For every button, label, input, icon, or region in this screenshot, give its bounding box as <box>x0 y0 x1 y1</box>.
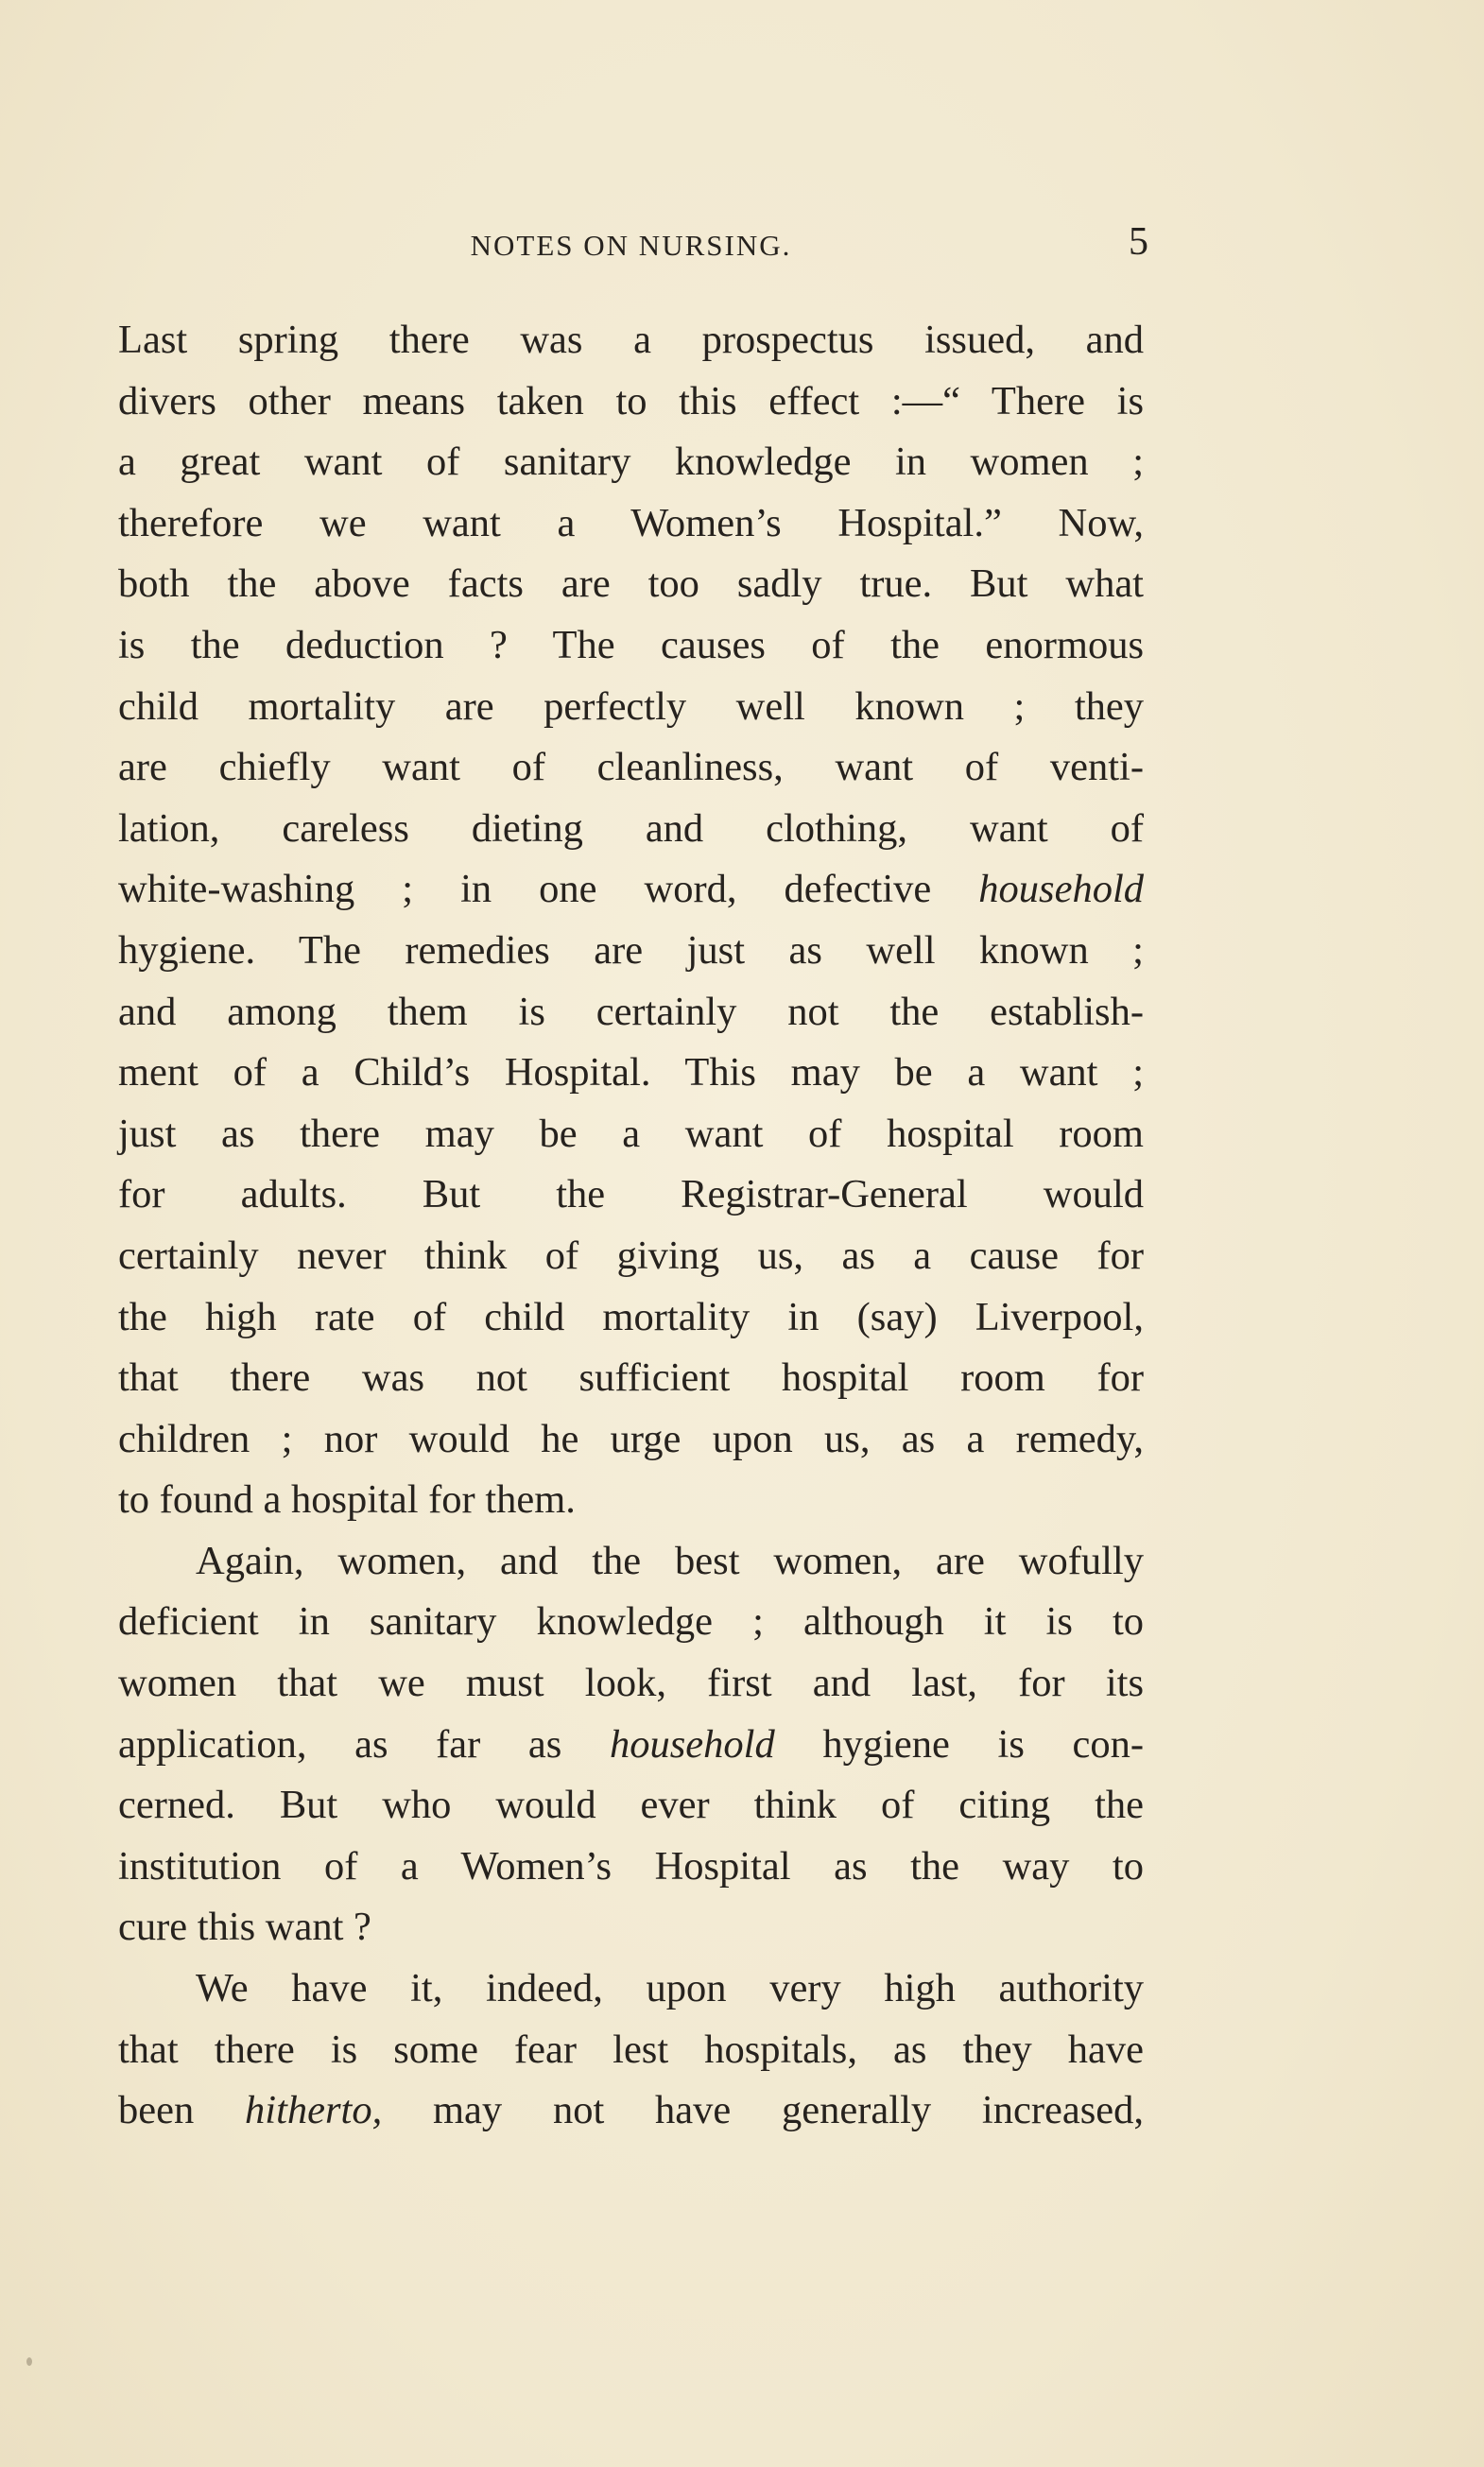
text-line <box>118 859 1144 921</box>
italic-word: household <box>978 867 1145 912</box>
paragraph-3 <box>118 1958 1144 2142</box>
text-line: is the deduction ? The causes of the enormous <box>118 622 1144 667</box>
paragraph-1 <box>118 310 1144 1531</box>
text-line: both the above facts are too sadly true. But what <box>118 561 1144 607</box>
paragraph-2 <box>118 1531 1144 1958</box>
text-line: divers other means taken to this effect :—“ There is <box>118 378 1144 423</box>
text-line: women that we must look, first and last, for its <box>118 1661 1144 1706</box>
text-line <box>118 2080 1144 2142</box>
text-segment: may not have generally increased, <box>433 2088 1144 2133</box>
text-line: children ; nor would he urge upon us, as a remedy, <box>118 1416 1144 1461</box>
text-line: that there was not sufficient hospital room for <box>118 1355 1144 1401</box>
text-segment: hygiene is con- <box>822 1721 1145 1767</box>
text-line: the high rate of child mortality in (say) Liverpool, <box>118 1294 1144 1339</box>
text-line: are chiefly want of cleanliness, want of venti- <box>118 745 1144 790</box>
text-line: cerned. But who would ever think of citing the <box>118 1783 1144 1828</box>
text-line: hygiene. The remedies are just as well known ; <box>118 927 1144 973</box>
text-line: therefore we want a Women’s Hospital.” Now, <box>118 500 1144 545</box>
italic-word: hitherto, <box>245 2088 383 2133</box>
page-body <box>118 310 1144 2142</box>
text-line: ment of a Child’s Hospital. This may be a want ; <box>118 1050 1144 1095</box>
text-segment: white-washing ; in one word, defective <box>118 867 932 912</box>
text-line: lation, careless dieting and clothing, want of <box>118 805 1144 851</box>
text-line: cure this want ? <box>118 1905 371 1950</box>
text-line: that there is some fear lest hospitals, as they have <box>118 2027 1144 2072</box>
text-line <box>118 1715 1144 1776</box>
text-line: just as there may be a want of hospital room <box>118 1111 1144 1156</box>
page-number: 5 <box>1129 220 1148 264</box>
page-header <box>118 219 1148 276</box>
paper-speck <box>26 2357 32 2366</box>
text-line: Again, women, and the best women, are wofully <box>196 1538 1144 1583</box>
italic-word: household <box>609 1721 775 1767</box>
text-line: deficient in sanitary knowledge ; although it is to <box>118 1599 1144 1645</box>
text-line: Last spring there was a prospectus issued, and <box>118 318 1144 362</box>
text-segment: been <box>118 2088 195 2133</box>
text-line: and among them is certainly not the establish- <box>118 989 1144 1034</box>
running-title: NOTES ON NURSING. <box>470 229 792 262</box>
text-line: institution of a Women’s Hospital as the way to <box>118 1843 1144 1889</box>
text-segment: application, as far as <box>118 1721 562 1767</box>
text-line: child mortality are perfectly well known ; they <box>118 683 1144 729</box>
text-line: We have it, indeed, upon very high authority <box>196 1966 1144 2011</box>
text-line: certainly never think of giving us, as a cause for <box>118 1233 1144 1278</box>
text-line: to found a hospital for them. <box>118 1477 576 1523</box>
text-line: a great want of sanitary knowledge in women ; <box>118 440 1144 485</box>
text-line: for adults. But the Registrar-General would <box>118 1172 1144 1217</box>
